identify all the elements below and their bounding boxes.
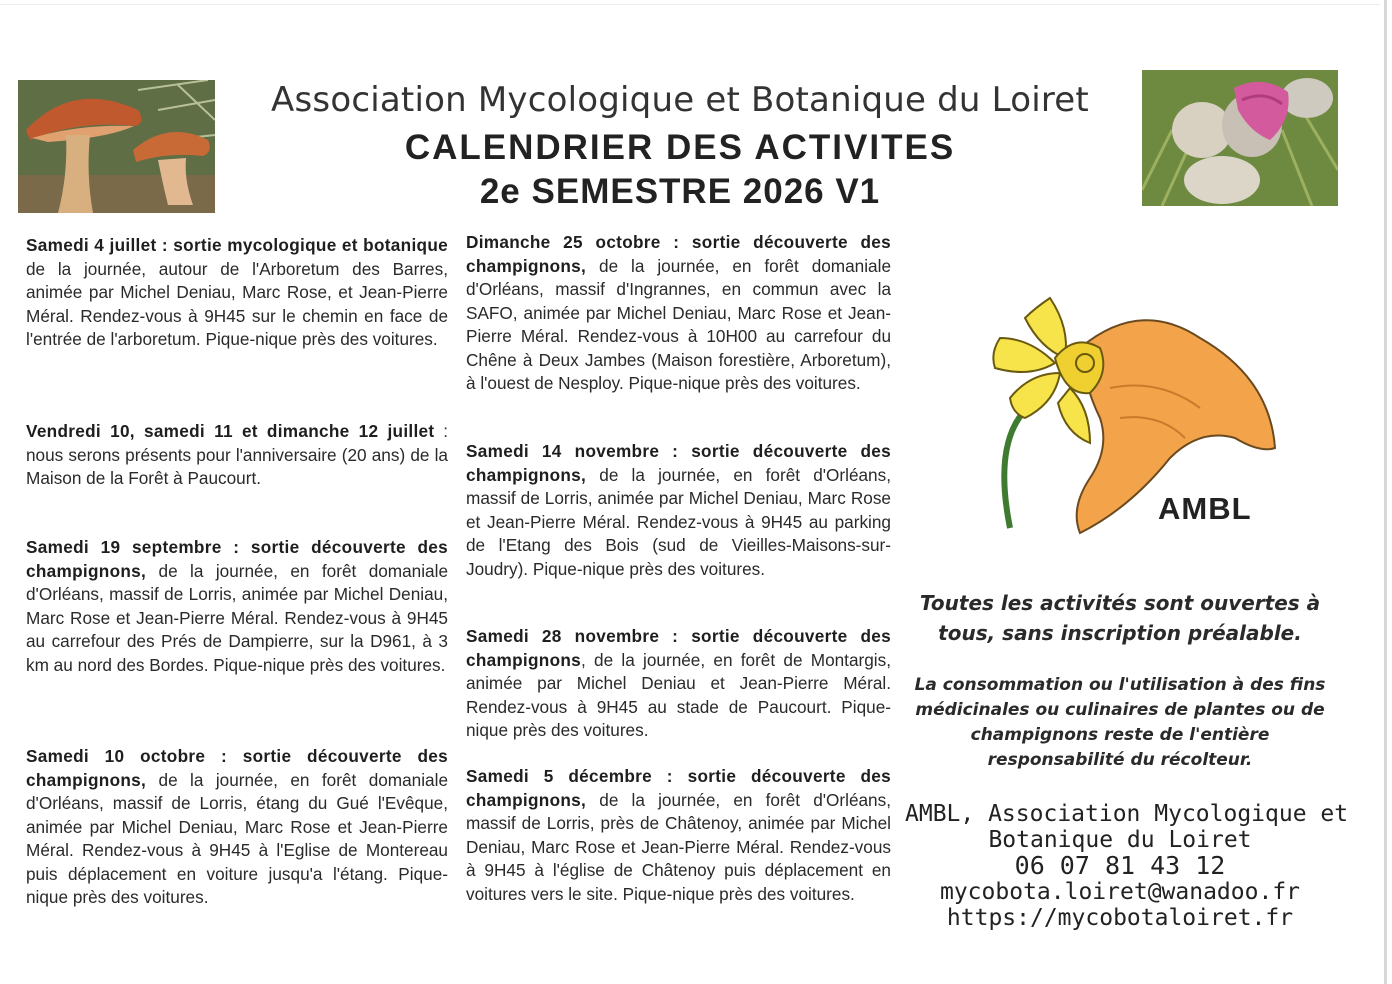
event-description: de la journée, autour de l'Arboretum des Barres, animée par Michel Deniau, Marc Rose, et Jean-Pierre Méral. Rendez-vous à 9H45 sur le chemin en face de l'entrée de l'arboretum. Pique-nique près des voitures. bbox=[26, 258, 448, 349]
event-item bbox=[466, 231, 891, 396]
event-title: Samedi 28 novembre : sortie découverte des champignons bbox=[466, 626, 891, 670]
event-description: de la journée, en forêt domaniale d'Orléans, massif de Lorris, étang du Gué l'Evêque, animée par Michel Deniau, Marc Rose et Jean-Pierre Méral. Rendez-vous à 9H45 à l'Eglise de Montereau puis déplacement en voiture jusqu'a l'étang. Pique-nique près des voitures. bbox=[26, 769, 448, 907]
semester-title: 2e SEMESTRE 2026 V1 bbox=[479, 172, 881, 211]
event-item bbox=[26, 420, 448, 491]
mushroom-photo bbox=[18, 80, 215, 213]
responsibility-note: La consommation ou l'utilisation à des fins médicinales ou culinaires de plantes ou de champignons reste de l'entière responsabilité du récolteur. bbox=[914, 675, 1326, 770]
event-title: Samedi 5 décembre : sortie découverte des champignons, bbox=[466, 766, 891, 810]
event-title: Vendredi 10, samedi 11 et dimanche 12 juillet bbox=[26, 421, 435, 441]
open-to-all-note: Toutes les activités sont ouvertes à tous, sans inscription préalable. bbox=[919, 591, 1321, 645]
scan-edge-top bbox=[0, 4, 1380, 5]
event-item bbox=[466, 765, 891, 906]
contact-name-line1: AMBL, Association Mycologique et bbox=[905, 801, 1349, 827]
event-title: Samedi 4 juillet : sortie mycologique et botanique bbox=[26, 235, 448, 255]
event-title: Samedi 19 septembre : sortie découverte des champignons, bbox=[26, 537, 448, 581]
event-title: Samedi 10 octobre : sortie découverte des champignons, bbox=[26, 746, 448, 790]
event-title: Samedi 14 novembre : sortie découverte des champignons, bbox=[466, 441, 891, 485]
logo-text: AMBL bbox=[1158, 491, 1252, 526]
event-item bbox=[26, 745, 448, 910]
contact-name-line2: Botanique du Loiret bbox=[988, 827, 1252, 853]
event-item bbox=[466, 625, 891, 743]
event-description: , de la journée, en forêt de Montargis, animée par Michel Deniau et Jean-Pierre Méral. Rendez-vous à 9H45 au stade de Paucourt. Pique-nique près des voitures. bbox=[466, 649, 891, 740]
event-title: Dimanche 25 octobre : sortie découverte des champignons, bbox=[466, 232, 891, 276]
contact-email: mycobota.loiret@wanadoo.fr bbox=[939, 879, 1301, 905]
event-item bbox=[26, 234, 448, 352]
event-item bbox=[26, 536, 448, 677]
org-title: Association Mycologique et Botanique du Loiret bbox=[271, 80, 1089, 120]
contact-phone: 06 07 81 43 12 bbox=[1014, 851, 1226, 880]
event-description: : nous serons présents pour l'anniversaire (20 ans) de la Maison de la Forêt à Paucourt. bbox=[26, 421, 449, 488]
event-item bbox=[466, 440, 891, 581]
event-description: de la journée, en forêt d'Orléans, massif de Lorris, près de Châtenoy, animée par Michel Deniau, Marc Rose et Jean-Pierre Méral. Rendez-vous à 9H45 à l'église de Châtenoy puis déplacement en voitures vers le site. Pique-nique près des voitures. bbox=[466, 789, 891, 904]
calendar-title: CALENDRIER DES ACTIVITES bbox=[404, 128, 956, 167]
scan-edge-right bbox=[1384, 0, 1387, 984]
event-description: de la journée, en forêt d'Orléans, massif de Lorris, animée par Michel Deniau, Marc Rose et Jean-Pierre Méral. Rendez-vous à 9H45 au parking de l'Etang des Bois (sud de Vieilles-Maisons-sur-Joudry). Pique-nique près des voitures. bbox=[466, 464, 891, 579]
thistle-photo bbox=[1142, 70, 1338, 206]
event-description: de la journée, en forêt domaniale d'Orléans, massif d'Ingrannes, en commun avec la SAFO, animée par Michel Deniau, Marc Rose et Jean-Pierre Méral. Rendez-vous à 10H00 au carrefour du Chêne à Deux Jambes (Maison forestière, Arboretum), à l'ouest de Nesploy. Pique-nique près des voitures. bbox=[466, 255, 891, 393]
event-description: de la journée, en forêt domaniale d'Orléans, massif de Lorris, animée par Michel Deniau, Marc Rose et Jean-Pierre Méral. Rendez-vous à 9H45 au carrefour des Prés de Dampierre, sur la D961, à 3 km au nord des Bordes. Pique-nique près des voitures. bbox=[26, 560, 448, 675]
contact-website: https://mycobotaloiret.fr bbox=[946, 905, 1294, 931]
